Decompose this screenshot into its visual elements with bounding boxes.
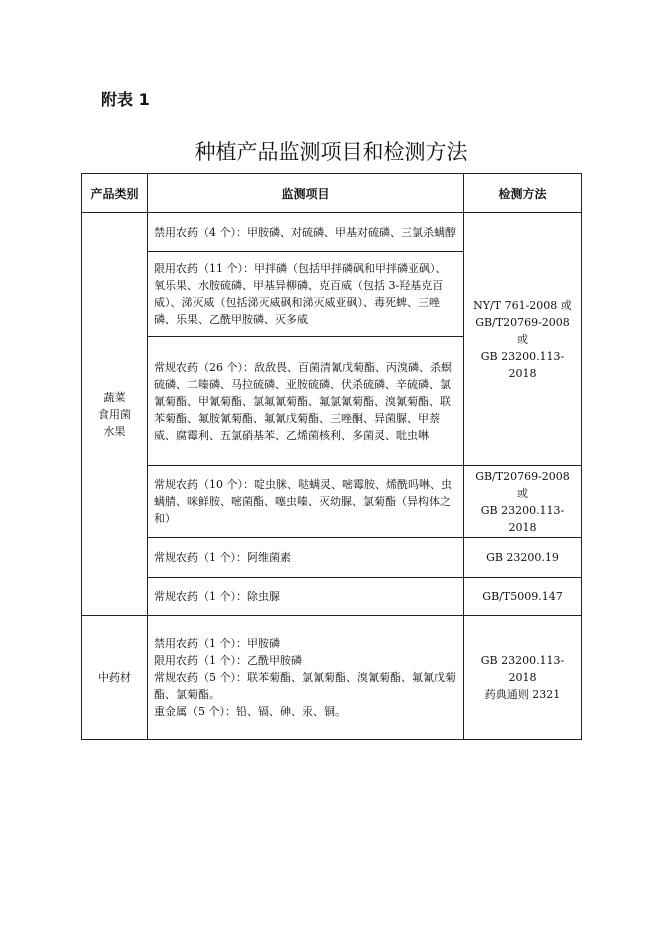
header-category: 产品类别 — [82, 174, 148, 213]
category-line: 蔬菜 — [103, 390, 126, 404]
header-method: 检测方法 — [464, 174, 582, 213]
item-line: 禁用农药（1 个）：甲胺磷 — [154, 637, 280, 650]
item-cell: 限用农药（11 个）：甲拌磷（包括甲拌磷砜和甲拌磷亚砜）、氧乐果、水胺硫磷、甲基异柳磷、克百威（包括 3-羟基克百威）、涕灭威（包括涕灭威砜和涕灭威亚砜）、毒死蜱、三唑磷、乐果、乙酰甲胺磷、灭多威 — [148, 252, 464, 337]
header-items: 监测项目 — [148, 174, 464, 213]
item-line: 限用农药（1 个）：乙酰甲胺磷 — [154, 654, 302, 667]
method-line: GB 23200.19 — [486, 551, 559, 564]
item-cell: 常规农药（10 个）：啶虫脒、哒螨灵、嘧霉胺、烯酰吗啉、虫螨腈、咪鲜胺、嘧菌酯、噻虫嗪、灭幼脲、氯菊酯（异构体之和） — [148, 466, 464, 538]
category-cell — [82, 616, 148, 740]
category-line: 水果 — [103, 424, 126, 438]
method-cell — [464, 578, 582, 616]
category-line: 食用菌 — [98, 407, 131, 421]
category-cell — [82, 213, 148, 616]
table-row — [82, 578, 582, 616]
method-line: GB/T20769-2008 或 — [475, 469, 570, 500]
table-row — [82, 466, 582, 538]
method-line: GB 23200.113-2018 — [480, 349, 565, 380]
document-title: 种植产品监测项目和检测方法 — [194, 140, 468, 164]
method-line: GB/T20769-2008 或 — [475, 315, 570, 346]
method-cell — [464, 538, 582, 578]
attachment-label: 附表 1 — [101, 90, 150, 109]
item-cell: 常规农药（1 个）：除虫脲 — [148, 578, 464, 616]
item-cell: 常规农药（26 个）：敌敌畏、百菌清氰戊菊酯、丙溴磷、杀螟硫磷、二嗪磷、马拉硫磷、亚胺硫磷、伏杀硫磷、辛硫磷、氯氰菊酯、甲氰菊酯、氯氟氰菊酯、氟氯氰菊酯、溴氰菊酯、联苯菊酯、氟胺氰菊酯、氟氰戊菊酯、三唑酮、异菌脲、甲萘威、腐霉利、五氯硝基苯、乙烯菌核利、多菌灵、吡虫啉 — [148, 337, 464, 466]
table-row — [82, 616, 582, 740]
category-line: 中药材 — [98, 671, 131, 684]
item-cell: 常规农药（1 个）：阿维菌素 — [148, 538, 464, 578]
item-line: 常规农药（5 个）：联苯菊酯、氯氰菊酯、溴氰菊酯、氟氰戊菊酯、氯菊酯。 — [154, 671, 456, 701]
method-line: GB 23200.113-2018 — [480, 503, 565, 534]
method-line: 药典通则 2321 — [484, 688, 561, 701]
method-line: GB 23200.113-2018 — [480, 654, 565, 684]
item-cell: 禁用农药（4 个）：甲胺磷、对硫磷、甲基对硫磷、三氯杀螨醇 — [148, 213, 464, 252]
item-line: 重金属（5 个）：铅、镉、砷、汞、铜。 — [154, 705, 346, 718]
table-header-row — [82, 174, 582, 213]
method-cell — [464, 466, 582, 538]
method-cell — [464, 616, 582, 740]
item-cell — [148, 616, 464, 740]
method-line: GB/T5009.147 — [482, 590, 563, 603]
monitoring-table — [81, 173, 582, 740]
method-cell — [464, 213, 582, 466]
method-line: NY/T 761-2008 或 — [473, 298, 572, 312]
table-row — [82, 538, 582, 578]
table-row — [82, 213, 582, 252]
